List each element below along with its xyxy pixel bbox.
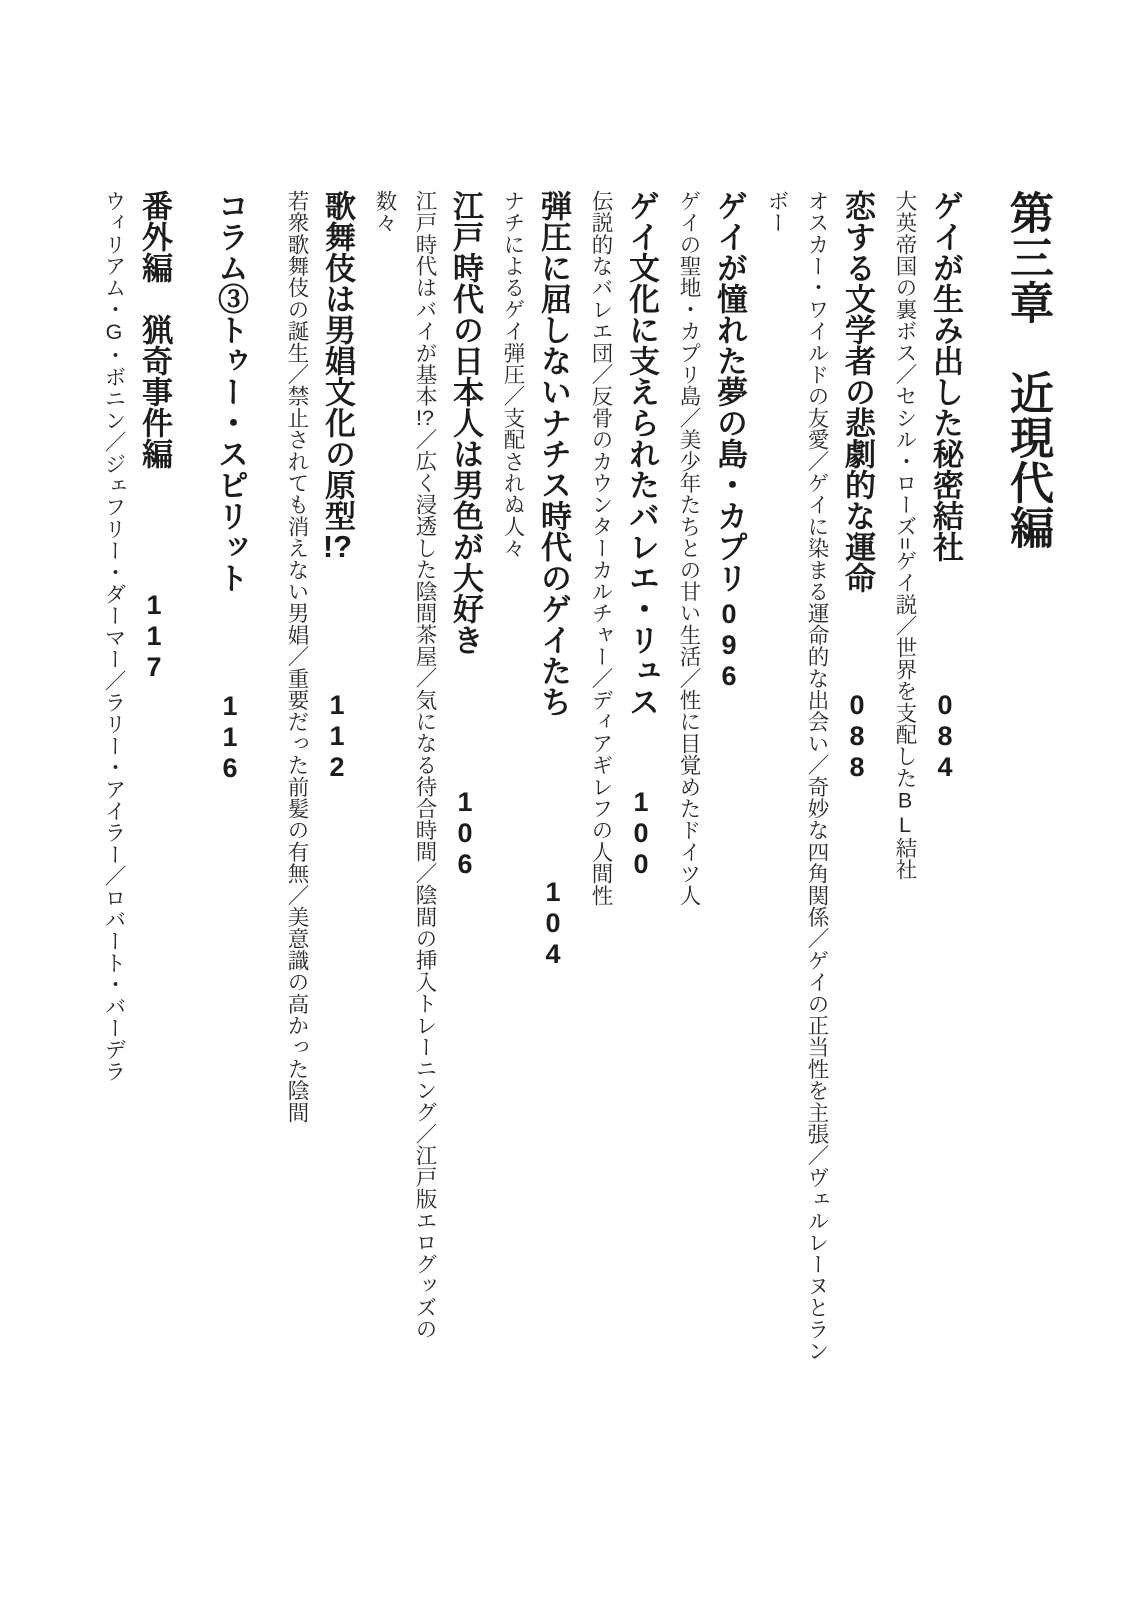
entry-title-text: 恋する文学者の悲劇的な運命 xyxy=(840,190,875,593)
entry-title-text: 番外編 猟奇事件編 xyxy=(137,190,172,469)
toc-entry xyxy=(885,190,962,1368)
entry-title-line xyxy=(928,190,962,1368)
toc-entry xyxy=(757,190,874,1368)
entry-title-line xyxy=(448,190,482,1368)
entry-title-line xyxy=(624,190,658,1368)
entry-page-number: 117 xyxy=(139,590,169,683)
toc-entry xyxy=(669,190,746,1368)
entry-subtitle: ナチによるゲイ弾圧／支配されぬ人々 xyxy=(501,190,525,559)
entry-subtitle: 大英帝国の裏ボス／セシル・ローズ=ゲイ説／世界を支配したBL結社 xyxy=(893,190,917,881)
entry-subtitle: ウィリアム・G・ボニン／ジェフリー・ダーマー／ラリー・アイラー／ロバート・バーデラ xyxy=(102,190,126,1083)
entry-page-number: 084 xyxy=(930,690,960,783)
entry-title-line xyxy=(536,190,570,1368)
entry-title-text: ゲイ文化に支えられたバレエ・リュス xyxy=(624,190,659,717)
toc-entry xyxy=(581,190,658,1368)
entry-page-number: 088 xyxy=(842,690,872,783)
entry-page-number: 104 xyxy=(538,877,568,970)
entry-subtitle: 伝説的なバレエ団／反骨のカウンターカルチャー／ディアギレフの人間性 xyxy=(589,190,613,907)
entry-subtitle: ゲイの聖地・カプリ島／美少年たちとの甘い生活／性に目覚めたドイツ人 xyxy=(677,190,701,907)
toc-entry xyxy=(277,190,354,1368)
entry-page-number: 116 xyxy=(215,691,245,784)
entry-title-text: コラム③トゥー・スピリット xyxy=(213,190,248,593)
entry-subtitle: 江戸時代はバイが基本!?／広く浸透した陰間茶屋／気になる待合時間／陰間の挿入トレーニング／江戸版エログッズの数々 xyxy=(373,190,437,1340)
table-of-contents xyxy=(83,190,1052,1368)
entry-title-line xyxy=(213,190,247,1368)
entry-page-number: 100 xyxy=(626,787,656,880)
entry-page-number: 096 xyxy=(714,599,744,692)
entry-title-line xyxy=(840,190,874,1368)
entry-title-text: ゲイが憧れた夢の島・カプリ xyxy=(712,190,747,593)
entry-title-text: 歌舞伎は男娼文化の原型!? xyxy=(320,190,355,562)
entry-title-line xyxy=(320,190,354,1368)
entry-title-line xyxy=(137,190,171,1368)
chapter-heading: 第三章 近現代編 xyxy=(1003,190,1052,550)
entry-title-text: 弾圧に屈しないナチス時代のゲイたち xyxy=(536,190,571,717)
entry-page-number: 112 xyxy=(322,690,352,783)
toc-entry xyxy=(365,190,482,1368)
entry-subtitle: オスカー・ワイルドの友愛／ゲイに染まる運命的な出会い／奇妙な四角関係／ゲイの正当性を主張／ヴェルレーヌとランボー xyxy=(765,190,829,1362)
toc-entry-column xyxy=(213,190,247,1368)
entry-title-line xyxy=(712,190,746,1368)
entry-subtitle: 若衆歌舞伎の誕生／禁止されても消えない男娼／重要だった前髪の有無／美意識の高かった陰間 xyxy=(285,190,309,1124)
entry-page-number: 106 xyxy=(450,787,480,880)
entry-title-text: 江戸時代の日本人は男色が大好き xyxy=(448,190,483,655)
toc-entry-extra xyxy=(94,190,171,1368)
entry-title-text: ゲイが生み出した秘密結社 xyxy=(928,190,963,562)
toc-entry xyxy=(493,190,570,1368)
